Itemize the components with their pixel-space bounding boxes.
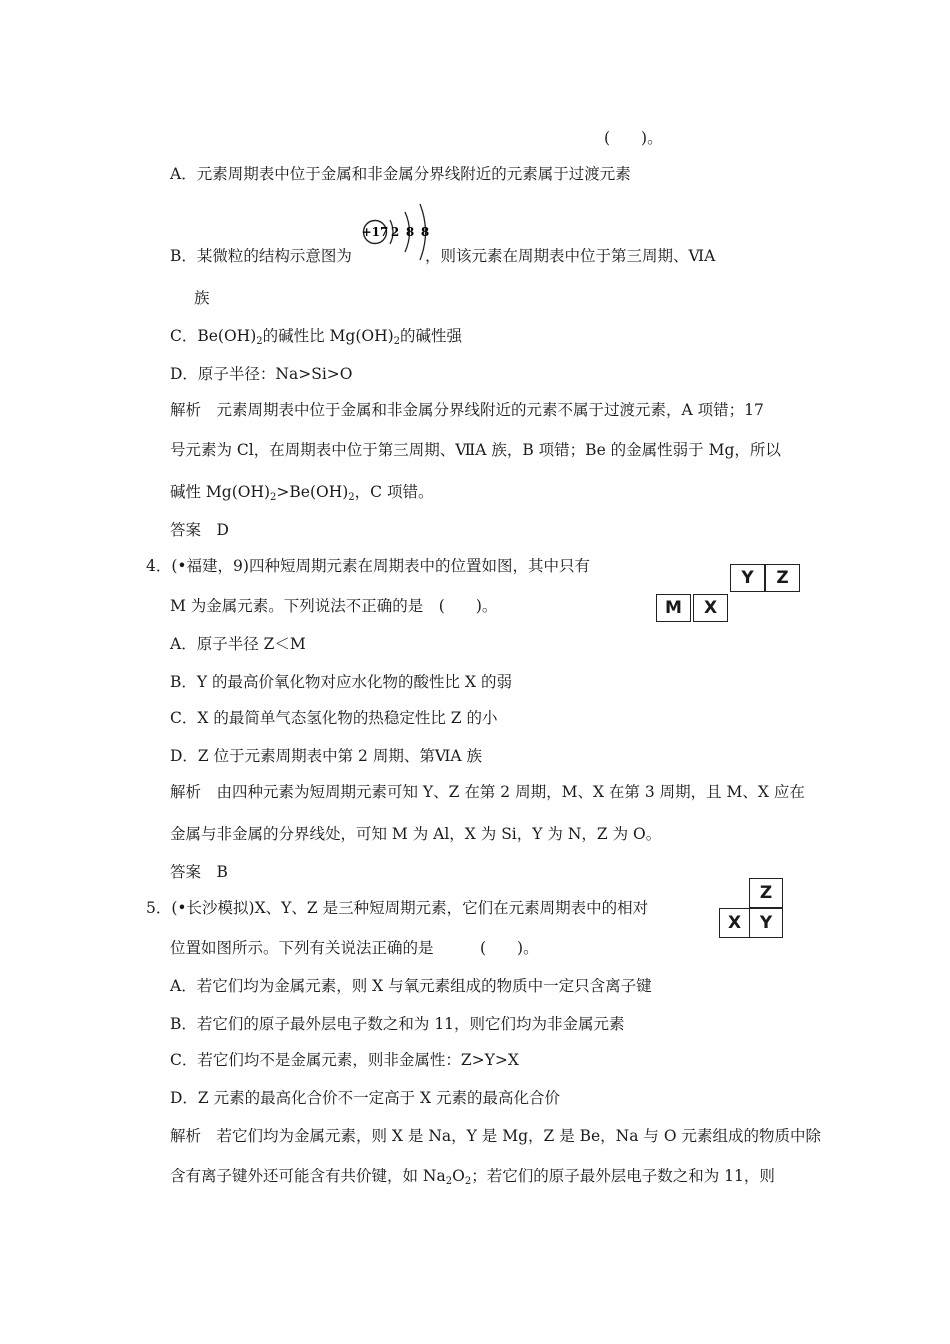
subscript: 2: [393, 336, 401, 347]
q3-analysis-part3: ，C 项错。: [354, 483, 434, 501]
q4-option-b: B．Y 的最高价氧化物对应水化物的酸性比 X 的弱: [170, 673, 512, 691]
cell-x: X: [719, 908, 750, 938]
q4-stem-line1: 4．(•福建，9)四种短周期元素在周期表中的位置如图，其中只有: [146, 557, 590, 575]
q3-analysis-line2: 号元素为 Cl，在周期表中位于第三周期、ⅦA 族，B 项错；Be 的金属性弱于 Mg，所以: [170, 441, 781, 459]
q5-stem-line1: 5．(•长沙模拟)X、Y、Z 是三种短周期元素，它们在元素周期表中的相对: [146, 899, 649, 917]
q3-option-a: A．元素周期表中位于金属和非金属分界线附近的元素属于过渡元素: [170, 165, 631, 183]
q3-option-b-pre: B．某微粒的结构示意图为: [170, 247, 352, 265]
cell-y: Y: [730, 564, 765, 592]
q5-analysis-part3: ；若它们的原子最外层电子数之和为 11，则: [471, 1167, 775, 1185]
subscript: 2: [270, 492, 277, 503]
shell-electrons-1: 2: [390, 225, 400, 239]
nucleus-charge: +17: [361, 225, 389, 239]
q4-analysis-line2: 金属与非金属的分界线处，可知 M 为 Al，X 为 Si，Y 为 N，Z 为 O。: [170, 825, 662, 843]
q3-analysis-line1: 解析 元素周期表中位于金属和非金属分界线附近的元素不属于过渡元素，A 项错；17: [170, 401, 764, 419]
q3-option-b-post: ，则该元素在周期表中位于第三周期、ⅥA: [425, 247, 716, 265]
q4-analysis-line1: 解析 由四种元素为短周期元素可知 Y、Z 在第 2 周期，M、X 在第 3 周期，且 M、X 应在: [170, 783, 805, 801]
q5-stem-line2: 位置如图所示。下列有关说法正确的是 ( )。: [170, 939, 539, 957]
q3-option-c-part3: 的碱性强: [400, 327, 463, 345]
q4-answer: 答案 B: [170, 863, 228, 881]
q4-option-c: C．X 的最简单气态氢化物的热稳定性比 Z 的小: [170, 709, 498, 727]
atom-structure-diagram: [360, 198, 432, 270]
subscript: 2: [464, 1176, 472, 1187]
q4-option-d: D．Z 位于元素周期表中第 2 周期、第ⅥA 族: [170, 747, 483, 765]
q4-option-a: A．原子半径 Z＜M: [170, 635, 306, 653]
q5-analysis-part1: 含有离子键外还可能含有共价键，如 Na: [170, 1167, 446, 1185]
subscript: 2: [445, 1176, 453, 1187]
q5-option-a: A．若它们均为金属元素，则 X 与氧元素组成的物质中一定只含离子键: [170, 977, 652, 995]
q3-option-c-part1: C．Be(OH): [170, 327, 257, 345]
subscript: 2: [348, 492, 355, 503]
q5-option-c: C．若它们均不是金属元素，则非金属性：Z>Y>X: [170, 1051, 519, 1069]
q5-analysis-line2: [170, 1166, 775, 1192]
q3-answer: 答案 D: [170, 521, 229, 539]
shell-electrons-3: 8: [420, 225, 430, 239]
q3-option-c-part2: 的碱性比 Mg(OH): [262, 327, 394, 345]
cell-x: X: [693, 594, 728, 622]
q5-analysis-line1: 解析 若它们均为金属元素，则 X 是 Na，Y 是 Mg，Z 是 Be，Na 与 O 元素组成的物质中除: [170, 1127, 821, 1145]
cell-y: Y: [749, 908, 783, 938]
cell-z: Z: [749, 878, 783, 908]
q3-analysis-part2: >Be(OH): [276, 483, 349, 501]
q5-option-b: B．若它们的原子最外层电子数之和为 11，则它们均为非金属元素: [170, 1015, 625, 1033]
subscript: 2: [256, 336, 263, 347]
q3-option-b: [170, 246, 352, 266]
cell-m: M: [656, 594, 691, 622]
q3-stem-tail: ( )。: [604, 129, 663, 147]
q4-stem-line2: M 为金属元素。下列说法不正确的是 ( )。: [170, 597, 498, 615]
q3-option-c: [170, 326, 462, 352]
q3-analysis-line3: [170, 482, 433, 508]
shell-electrons-2: 8: [405, 225, 415, 239]
q3-analysis-part1: 碱性 Mg(OH): [170, 483, 271, 501]
q3-option-b-cont: 族: [194, 289, 210, 307]
q3-option-d: D．原子半径：Na>Si>O: [170, 365, 353, 383]
q5-analysis-part2: O: [452, 1167, 465, 1185]
cell-z: Z: [765, 564, 800, 592]
q5-option-d: D．Z 元素的最高化合价不一定高于 X 元素的最高化合价: [170, 1089, 561, 1107]
